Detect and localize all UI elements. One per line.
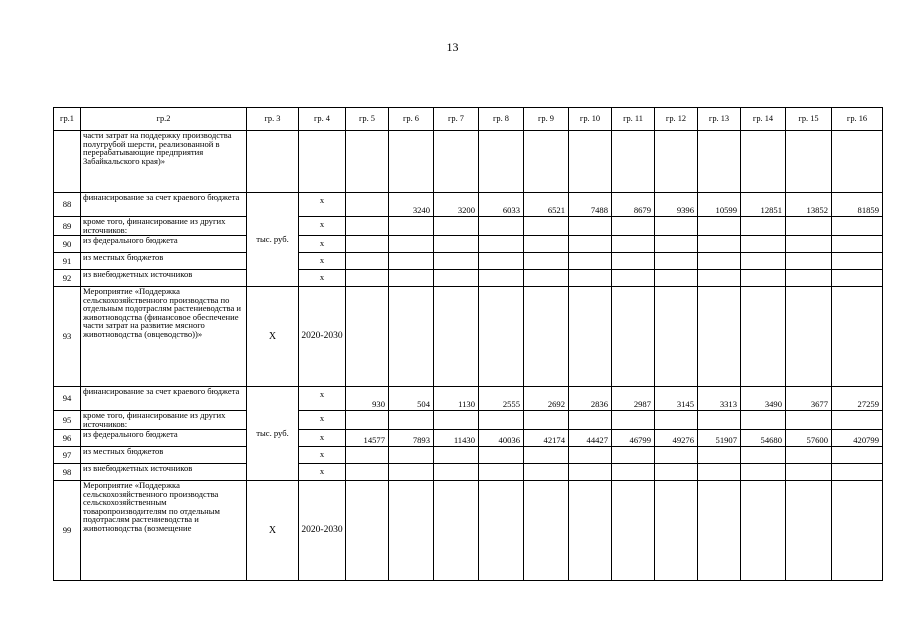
value-cell — [741, 447, 786, 464]
value-cell — [479, 236, 524, 253]
value-cell — [479, 270, 524, 287]
value-cell — [655, 481, 698, 581]
page-number: 13 — [446, 40, 459, 54]
value-cell — [698, 481, 741, 581]
column-header: гр. 16 — [832, 108, 883, 131]
header-row — [54, 108, 883, 131]
value-cell: 27259 — [832, 387, 883, 411]
marker-cell: х — [299, 411, 346, 430]
budget-table — [53, 107, 883, 581]
column-header: гр.2 — [81, 108, 247, 131]
row-description: кроме того, финансирование из других источников: — [81, 217, 247, 236]
value-cell — [389, 217, 434, 236]
value-cell — [741, 270, 786, 287]
value-cell — [569, 217, 612, 236]
value-cell — [479, 464, 524, 481]
value-cell — [434, 131, 479, 193]
value-cell — [655, 447, 698, 464]
value-cell — [786, 253, 832, 270]
marker-cell: х — [299, 270, 346, 287]
value-cell: 10599 — [698, 193, 741, 217]
value-cell — [655, 131, 698, 193]
row-description: Мероприятие «Поддержка сельскохозяйственного производства по отдельным подотраслям растениеводства и животноводства (финансовое обеспечение части затрат на развитие мясного животноводства (овцеводство))» — [81, 287, 247, 387]
row-number: 90 — [54, 236, 81, 253]
value-cell — [832, 253, 883, 270]
value-cell: 2836 — [569, 387, 612, 411]
row-number: 93 — [54, 287, 81, 387]
value-cell — [389, 131, 434, 193]
value-cell: 8679 — [612, 193, 655, 217]
value-cell — [479, 253, 524, 270]
value-cell — [655, 236, 698, 253]
value-cell — [434, 270, 479, 287]
marker-cell: х — [299, 430, 346, 447]
column-header: гр. 7 — [434, 108, 479, 131]
column-header: гр. 12 — [655, 108, 698, 131]
value-cell — [741, 481, 786, 581]
value-cell — [655, 253, 698, 270]
value-cell — [479, 481, 524, 581]
table-row — [54, 217, 883, 236]
value-cell — [741, 464, 786, 481]
value-cell — [346, 217, 389, 236]
column-header: гр. 10 — [569, 108, 612, 131]
row-description: кроме того, финансирование из других источников: — [81, 411, 247, 430]
row-number: 88 — [54, 193, 81, 217]
row-number: 94 — [54, 387, 81, 411]
table-row — [54, 287, 883, 387]
value-cell — [434, 236, 479, 253]
value-cell: 44427 — [569, 430, 612, 447]
value-cell — [698, 447, 741, 464]
value-cell — [569, 131, 612, 193]
value-cell — [569, 464, 612, 481]
value-cell — [389, 447, 434, 464]
value-cell — [479, 411, 524, 430]
value-cell: 54680 — [741, 430, 786, 447]
row-number: 98 — [54, 464, 81, 481]
unit-label: тыс. руб. — [247, 387, 299, 481]
value-cell: 3490 — [741, 387, 786, 411]
value-cell — [786, 481, 832, 581]
value-cell — [524, 411, 569, 430]
value-cell — [612, 253, 655, 270]
value-cell — [612, 464, 655, 481]
value-cell — [698, 287, 741, 387]
value-cell — [569, 447, 612, 464]
value-cell — [434, 287, 479, 387]
value-cell — [434, 447, 479, 464]
row-description: финансирование за счет краевого бюджета — [81, 387, 247, 411]
value-cell — [346, 464, 389, 481]
value-cell: 3313 — [698, 387, 741, 411]
value-cell — [434, 464, 479, 481]
value-cell — [832, 287, 883, 387]
row-description: части затрат на поддержку производства полугрубой шерсти, реализованной в перерабатывающие предприятия Забайкальского края)» — [81, 131, 247, 193]
value-cell — [655, 464, 698, 481]
value-cell — [524, 253, 569, 270]
value-cell — [434, 253, 479, 270]
value-cell — [832, 270, 883, 287]
value-cell: 3240 — [389, 193, 434, 217]
value-cell — [698, 236, 741, 253]
value-cell — [524, 131, 569, 193]
row-description: финансирование за счет краевого бюджета — [81, 193, 247, 217]
row-description: из внебюджетных источников — [81, 270, 247, 287]
row-number: 99 — [54, 481, 81, 581]
value-cell — [741, 253, 786, 270]
row-description: из федерального бюджета — [81, 236, 247, 253]
value-cell — [346, 131, 389, 193]
value-cell — [346, 287, 389, 387]
marker-cell — [299, 131, 346, 193]
value-cell — [655, 411, 698, 430]
value-cell — [524, 481, 569, 581]
value-cell — [612, 287, 655, 387]
value-cell — [786, 270, 832, 287]
value-cell: 3200 — [434, 193, 479, 217]
value-cell — [569, 236, 612, 253]
value-cell — [612, 411, 655, 430]
value-cell — [698, 270, 741, 287]
value-cell — [479, 287, 524, 387]
value-cell — [698, 411, 741, 430]
marker-cell: х — [299, 193, 346, 217]
value-cell: 9396 — [655, 193, 698, 217]
value-cell — [479, 447, 524, 464]
column-header: гр. 5 — [346, 108, 389, 131]
value-cell — [741, 287, 786, 387]
table-row — [54, 430, 883, 447]
value-cell: 6521 — [524, 193, 569, 217]
value-cell — [569, 253, 612, 270]
value-cell — [786, 131, 832, 193]
value-cell: 2987 — [612, 387, 655, 411]
value-cell — [786, 411, 832, 430]
column-header: гр.1 — [54, 108, 81, 131]
value-cell — [832, 131, 883, 193]
value-cell: 7893 — [389, 430, 434, 447]
table-row — [54, 193, 883, 217]
value-cell — [346, 411, 389, 430]
value-cell — [569, 481, 612, 581]
value-cell — [741, 236, 786, 253]
table-row — [54, 447, 883, 464]
value-cell: 6033 — [479, 193, 524, 217]
table-row — [54, 411, 883, 430]
value-cell — [612, 236, 655, 253]
period-cell: 2020-2030 — [299, 287, 346, 387]
value-cell — [786, 447, 832, 464]
value-cell — [655, 270, 698, 287]
column-header: гр. 4 — [299, 108, 346, 131]
row-number: 95 — [54, 411, 81, 430]
table-row — [54, 464, 883, 481]
column-header: гр. 6 — [389, 108, 434, 131]
value-cell — [832, 411, 883, 430]
value-cell — [698, 253, 741, 270]
value-cell — [786, 287, 832, 387]
value-cell — [569, 411, 612, 430]
row-description: Мероприятие «Поддержка сельскохозяйственного производства сельскохозяйственным товаропроизводителям по отдельным подотраслям растениеводства и животноводства (возмещение — [81, 481, 247, 581]
value-cell: 12851 — [741, 193, 786, 217]
row-number: 92 — [54, 270, 81, 287]
marker-cell: х — [299, 447, 346, 464]
value-cell: 420799 — [832, 430, 883, 447]
column-header: гр. 3 — [247, 108, 299, 131]
column-header: гр. 9 — [524, 108, 569, 131]
value-cell — [346, 253, 389, 270]
value-cell — [346, 193, 389, 217]
value-cell — [346, 447, 389, 464]
value-cell — [389, 253, 434, 270]
col3-cell — [247, 131, 299, 193]
value-cell — [832, 236, 883, 253]
marker-cell: х — [299, 217, 346, 236]
value-cell — [434, 217, 479, 236]
value-cell — [524, 236, 569, 253]
value-cell: 2555 — [479, 387, 524, 411]
value-cell — [832, 464, 883, 481]
value-cell: 504 — [389, 387, 434, 411]
value-cell — [479, 217, 524, 236]
column-header: гр. 11 — [612, 108, 655, 131]
value-cell: 42174 — [524, 430, 569, 447]
row-description: из федерального бюджета — [81, 430, 247, 447]
table-row — [54, 236, 883, 253]
value-cell: 49276 — [655, 430, 698, 447]
column-header: гр. 14 — [741, 108, 786, 131]
value-cell — [389, 464, 434, 481]
value-cell — [434, 481, 479, 581]
row-number: 89 — [54, 217, 81, 236]
value-cell: 40036 — [479, 430, 524, 447]
column-header: гр. 13 — [698, 108, 741, 131]
value-cell: 7488 — [569, 193, 612, 217]
value-cell — [434, 411, 479, 430]
value-cell — [524, 447, 569, 464]
table-row — [54, 481, 883, 581]
value-cell — [612, 447, 655, 464]
value-cell — [346, 236, 389, 253]
row-description: из местных бюджетов — [81, 253, 247, 270]
table-row — [54, 253, 883, 270]
value-cell — [786, 236, 832, 253]
value-cell — [612, 131, 655, 193]
value-cell: 46799 — [612, 430, 655, 447]
value-cell — [389, 411, 434, 430]
column-header: гр. 8 — [479, 108, 524, 131]
unit-label: тыс. руб. — [247, 193, 299, 287]
value-cell — [524, 270, 569, 287]
value-cell — [786, 217, 832, 236]
value-cell — [389, 236, 434, 253]
col3-cell: Х — [247, 287, 299, 387]
value-cell: 3677 — [786, 387, 832, 411]
value-cell — [612, 217, 655, 236]
value-cell — [612, 270, 655, 287]
value-cell — [741, 131, 786, 193]
value-cell: 11430 — [434, 430, 479, 447]
value-cell — [741, 411, 786, 430]
value-cell — [346, 481, 389, 581]
col3-cell: Х — [247, 481, 299, 581]
value-cell — [786, 464, 832, 481]
row-number — [54, 131, 81, 193]
marker-cell: х — [299, 236, 346, 253]
value-cell — [655, 287, 698, 387]
value-cell — [569, 270, 612, 287]
marker-cell: х — [299, 387, 346, 411]
value-cell: 2692 — [524, 387, 569, 411]
column-header: гр. 15 — [786, 108, 832, 131]
value-cell: 14577 — [346, 430, 389, 447]
value-cell — [655, 217, 698, 236]
value-cell — [389, 270, 434, 287]
row-description: из местных бюджетов — [81, 447, 247, 464]
row-number: 96 — [54, 430, 81, 447]
value-cell: 57600 — [786, 430, 832, 447]
value-cell: 3145 — [655, 387, 698, 411]
value-cell — [832, 217, 883, 236]
row-description: из внебюджетных источников — [81, 464, 247, 481]
marker-cell: х — [299, 253, 346, 270]
value-cell: 81859 — [832, 193, 883, 217]
value-cell — [569, 287, 612, 387]
value-cell — [832, 447, 883, 464]
value-cell — [389, 481, 434, 581]
value-cell — [698, 217, 741, 236]
value-cell — [698, 464, 741, 481]
table-row — [54, 270, 883, 287]
value-cell — [346, 270, 389, 287]
value-cell — [832, 481, 883, 581]
value-cell — [741, 217, 786, 236]
value-cell: 51907 — [698, 430, 741, 447]
value-cell — [524, 287, 569, 387]
marker-cell: х — [299, 464, 346, 481]
value-cell — [612, 481, 655, 581]
period-cell: 2020-2030 — [299, 481, 346, 581]
value-cell — [524, 464, 569, 481]
value-cell — [698, 131, 741, 193]
table-row — [54, 131, 883, 193]
value-cell — [389, 287, 434, 387]
value-cell — [479, 131, 524, 193]
table-row — [54, 387, 883, 411]
row-number: 97 — [54, 447, 81, 464]
row-number: 91 — [54, 253, 81, 270]
value-cell — [524, 217, 569, 236]
value-cell: 930 — [346, 387, 389, 411]
value-cell: 1130 — [434, 387, 479, 411]
value-cell: 13852 — [786, 193, 832, 217]
